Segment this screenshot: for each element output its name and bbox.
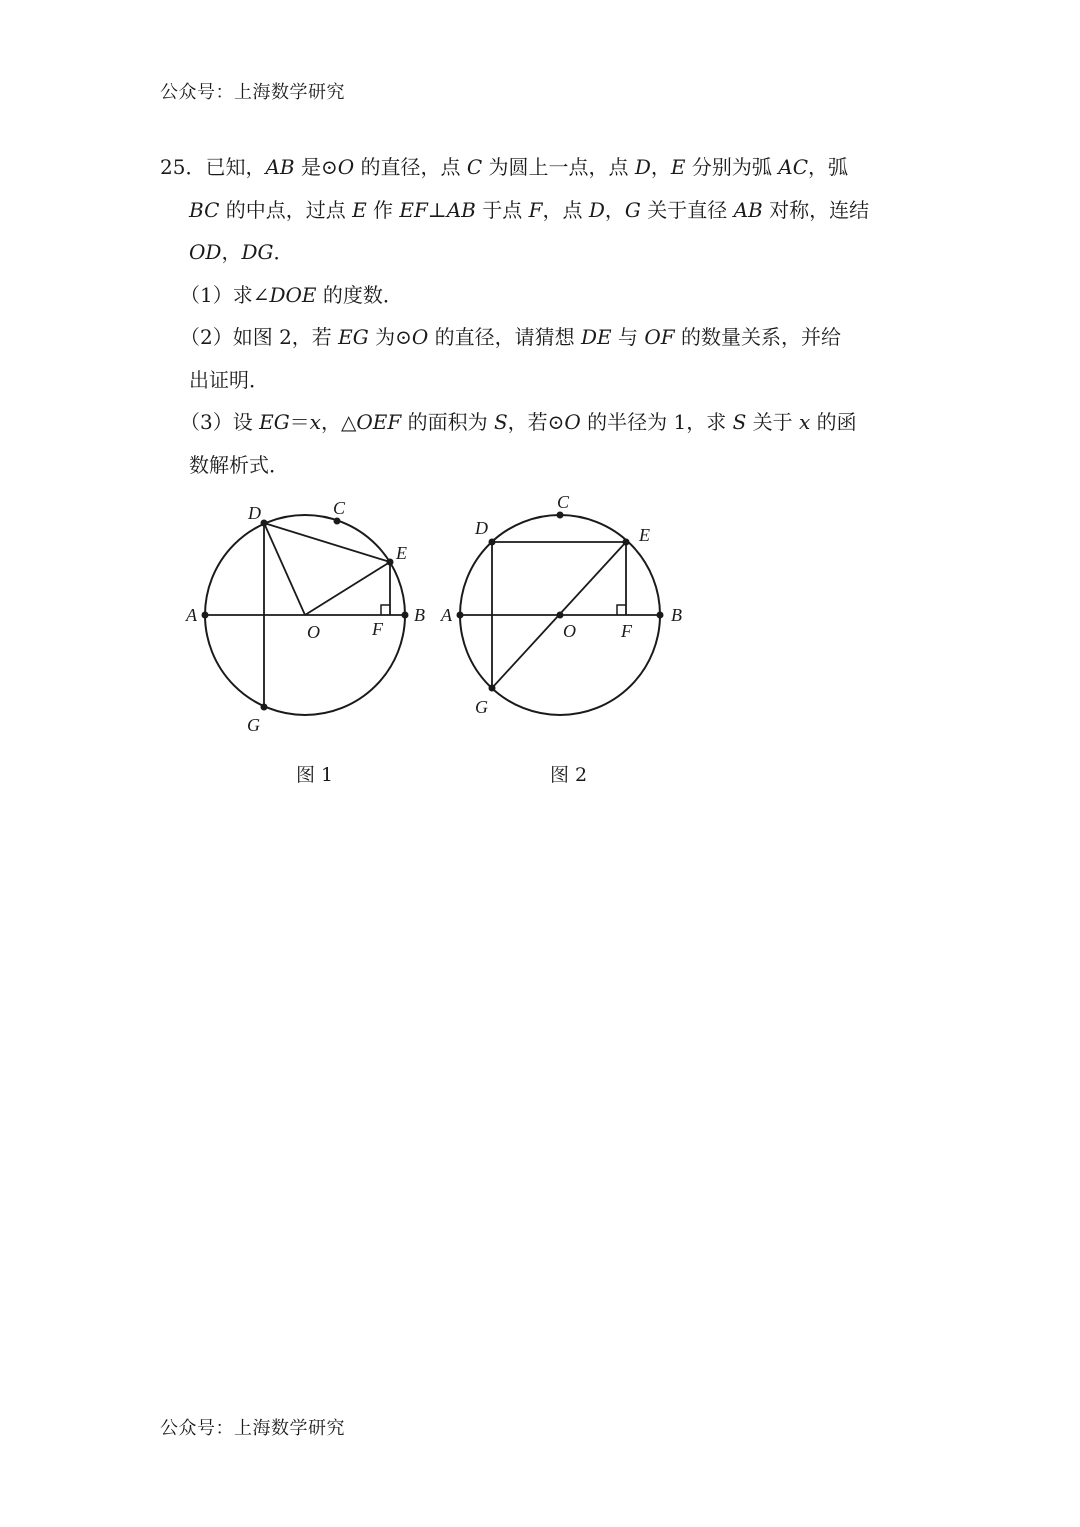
math-symbol: DOE [269, 282, 317, 307]
label-b: B [671, 605, 682, 625]
label-o: O [307, 622, 320, 642]
math-symbol: AB [446, 197, 476, 222]
question-3-cont [160, 444, 880, 487]
math-symbol: D [634, 155, 651, 179]
label-c: C [333, 498, 346, 518]
segment-do [264, 523, 305, 615]
question-1 [160, 274, 880, 317]
right-angle-mark [381, 605, 390, 615]
math-symbol: AB [733, 197, 763, 222]
stem-text: 已知，AB 是⊙O 的直径，点 C 为圆上一点，点 D，E 分别为弧 AC，弧 [205, 155, 848, 179]
math-symbol: OD [189, 240, 222, 264]
label-a: A [441, 605, 452, 625]
point-o [557, 612, 564, 619]
math-symbol: O [564, 410, 581, 434]
problem-number: 25． [160, 155, 206, 179]
label-b: B [414, 605, 425, 625]
math-symbol: DE [581, 325, 612, 349]
math-symbol: x [799, 410, 811, 434]
page-footer: 公众号：上海数学研究 [160, 1418, 345, 1439]
math-symbol: x [309, 410, 321, 434]
math-symbol: DG [241, 240, 274, 264]
label-o: O [563, 621, 576, 641]
point-a [457, 612, 464, 619]
problem-stem-line-3 [160, 231, 880, 274]
segment-oe [305, 562, 390, 615]
question-3 [160, 401, 880, 444]
math-symbol: AC [778, 155, 808, 179]
label-g: G [247, 715, 260, 735]
label-c: C [557, 492, 570, 512]
figure-1 [180, 490, 440, 744]
label-f: F [372, 619, 383, 639]
figure-2-caption: 图 2 [550, 764, 588, 786]
point-g [489, 685, 496, 692]
question-1-text: （1）求∠DOE 的度数． [180, 282, 403, 307]
point-c [557, 512, 564, 519]
stem-text-3: OD，DG． [189, 240, 294, 264]
problem-stem-line-1 [160, 146, 880, 189]
stem-text-2: BC 的中点，过点 E 作 EF⊥AB 于点 F，点 D，G 关于直径 AB 对称，连结 [189, 197, 870, 222]
label-e: E [396, 543, 407, 563]
question-3-text: （3）设 EG＝x，△OEF 的面积为 S，若⊙O 的半径为 1，求 S 关于 x 的函 [180, 410, 857, 434]
label-f: F [621, 621, 632, 641]
question-3-text-cont: 数解析式． [189, 452, 289, 477]
page-header: 公众号：上海数学研究 [160, 82, 345, 103]
math-symbol: S [493, 410, 508, 434]
math-symbol: AB [265, 155, 295, 179]
math-symbol: EG [259, 410, 290, 434]
segment-de [264, 523, 390, 562]
label-a: A [186, 605, 197, 625]
math-symbol: D [588, 197, 605, 222]
label-g: G [475, 697, 488, 717]
math-symbol: O [337, 155, 355, 179]
point-e [387, 559, 394, 566]
math-symbol: C [466, 155, 483, 179]
math-symbol: EF [399, 197, 428, 222]
question-2-text: （2）如图 2，若 EG 为⊙O 的直径，请猜想 DE 与 OF 的数量关系，并给 [180, 325, 841, 349]
point-b [402, 612, 409, 619]
math-symbol: F [528, 197, 543, 222]
question-2 [160, 316, 880, 359]
point-d [261, 520, 268, 527]
label-d: D [248, 503, 261, 523]
math-symbol: S [732, 410, 747, 434]
math-symbol: G [624, 197, 641, 222]
label-d: D [475, 518, 488, 538]
problem-25 [160, 146, 880, 486]
figure-1-caption: 图 1 [296, 764, 334, 786]
question-2-cont [160, 359, 880, 402]
math-symbol: EG [338, 325, 369, 349]
math-symbol: BC [189, 197, 220, 222]
question-2-text-cont: 出证明． [189, 367, 269, 392]
figure-1-diagram [180, 490, 440, 740]
math-symbol: OF [644, 325, 675, 349]
point-e [623, 539, 630, 546]
math-symbol: OEF [356, 410, 402, 434]
right-angle-mark [617, 605, 626, 615]
point-d [489, 539, 496, 546]
problem-stem-line-2 [160, 189, 880, 232]
point-b [657, 612, 664, 619]
point-c [334, 518, 341, 525]
math-symbol: O [411, 325, 429, 349]
math-symbol: E [352, 197, 367, 222]
figure-2 [435, 490, 695, 744]
point-a [202, 612, 209, 619]
point-g [261, 704, 268, 711]
math-symbol: E [670, 155, 686, 179]
figure-2-diagram [435, 490, 695, 740]
label-e: E [639, 525, 650, 545]
